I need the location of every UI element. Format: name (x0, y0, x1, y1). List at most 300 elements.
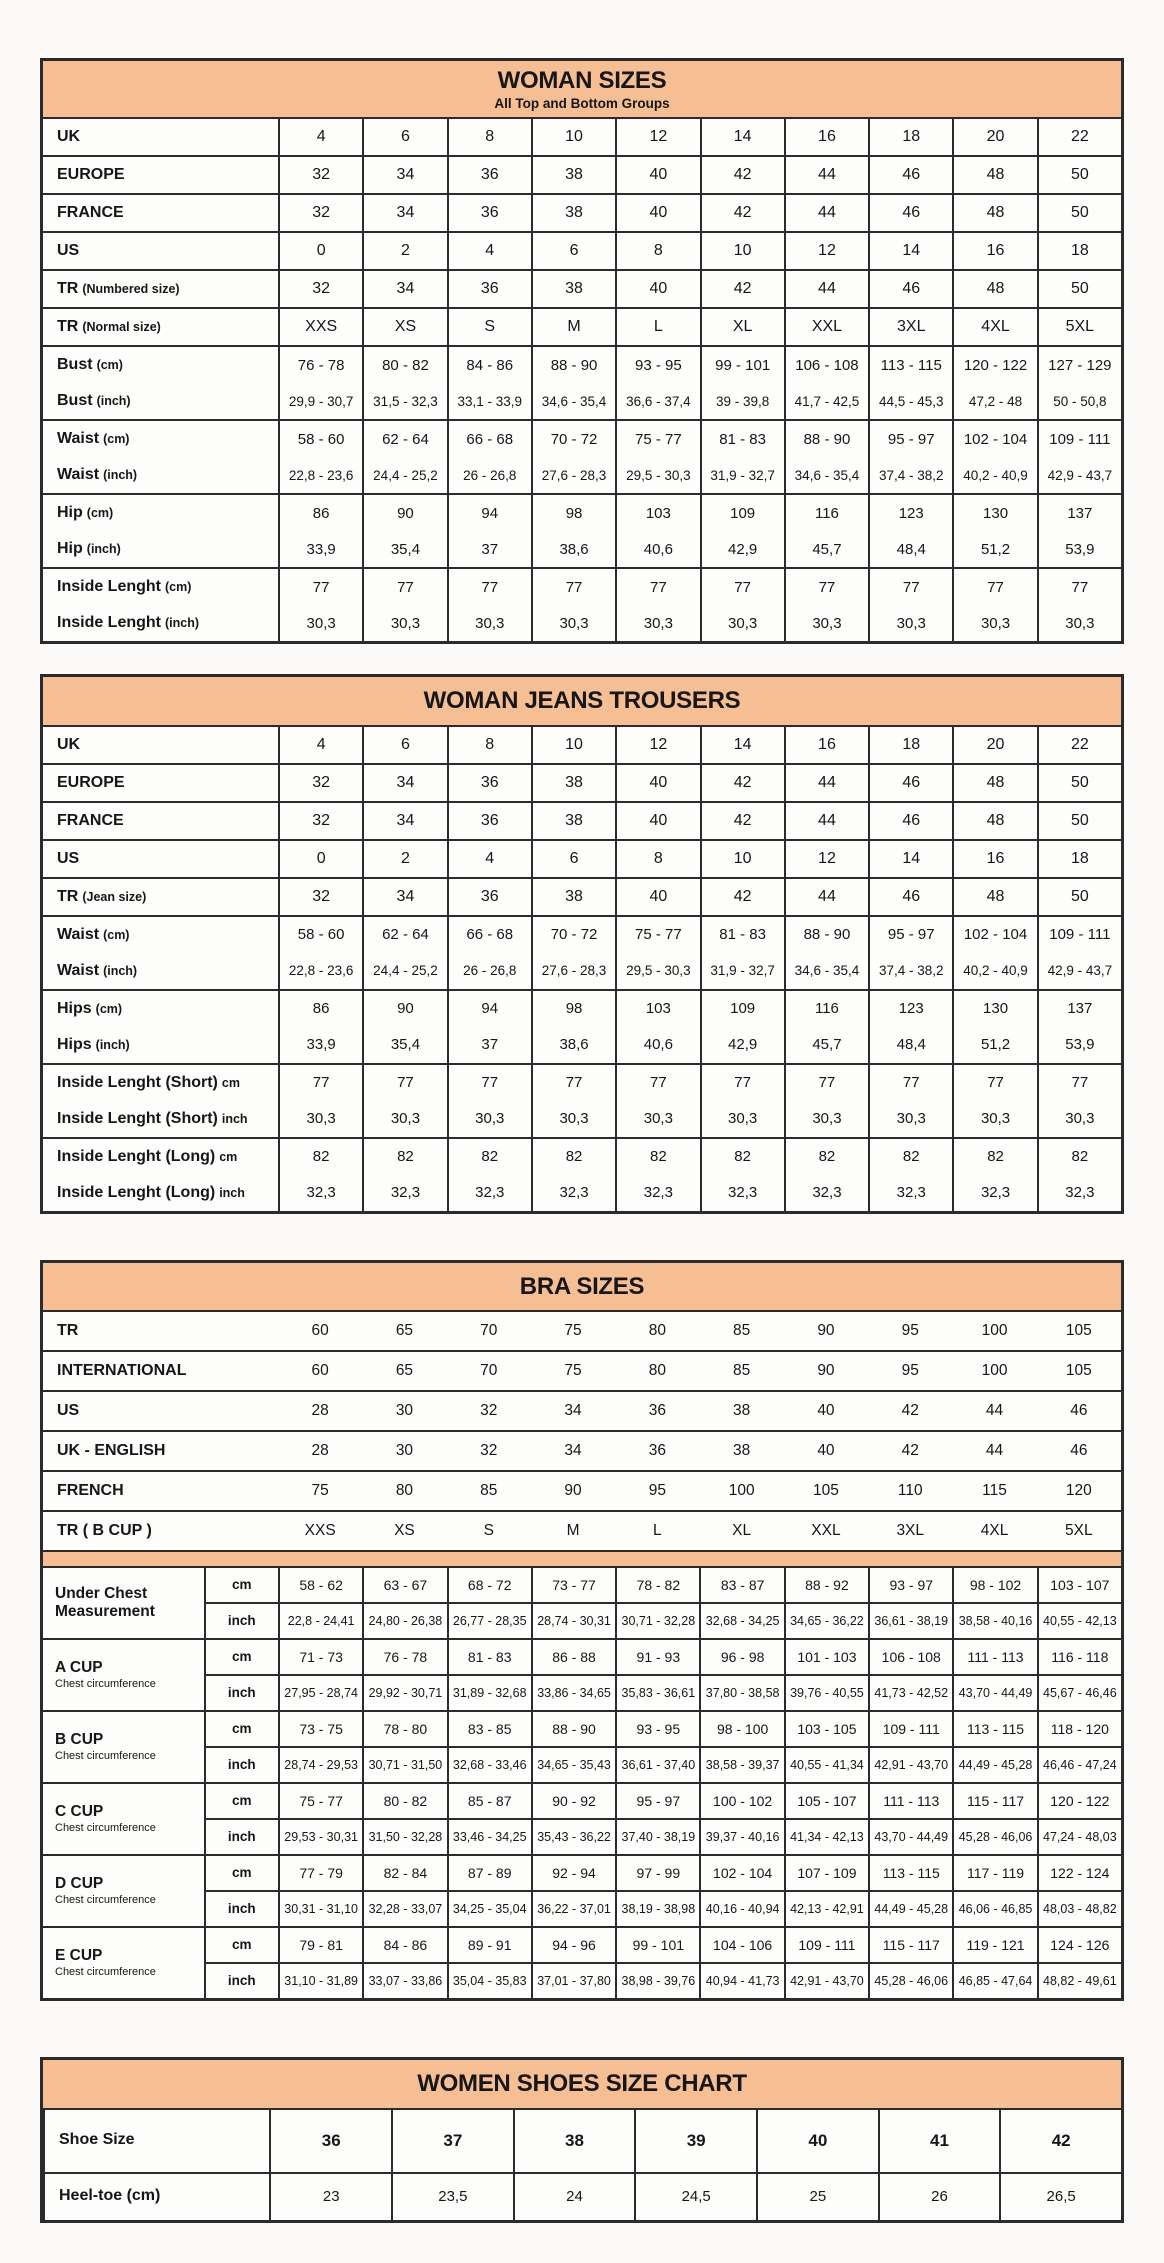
size-cell: 20 (952, 727, 1036, 763)
table-row (43, 157, 1121, 193)
size-cell: 31,9 - 32,7 (700, 457, 784, 493)
band-size-cell: 42 (901, 1442, 919, 1460)
size-cell: 77 (615, 569, 699, 605)
size-cell: 27,6 - 28,3 (531, 953, 615, 989)
band-size-cell: L (653, 1522, 662, 1540)
size-cell: 40,2 - 40,9 (952, 953, 1036, 989)
size-cell: 50 (1037, 271, 1121, 307)
shoe-row (43, 2110, 1121, 2172)
cup-cell: 77 - 79 (278, 1856, 362, 1892)
row-label-note: (Numbered size) (82, 282, 180, 297)
table-row (43, 119, 1121, 155)
row-label (43, 879, 278, 915)
cup-cell: 120 - 122 (1037, 1784, 1121, 1820)
size-cell: 77 (952, 1065, 1036, 1101)
size-cell: 10 (531, 727, 615, 763)
size-cell: 32,3 (447, 1175, 531, 1211)
size-cell: 86 (278, 991, 362, 1027)
table-row (43, 917, 1121, 953)
cup-group (43, 1782, 1121, 1854)
size-cell: 40 (615, 765, 699, 801)
size-cell: 75 - 77 (615, 917, 699, 953)
size-cell: 30,3 (868, 605, 952, 641)
shoe-cell: 26,5 (999, 2174, 1121, 2220)
size-cell: 29,5 - 30,3 (615, 953, 699, 989)
cup-cell: 92 - 94 (531, 1856, 615, 1892)
unit-label: inch (204, 1820, 278, 1854)
cup-cell: 34,65 - 35,43 (531, 1748, 615, 1782)
size-cell: 50 (1037, 803, 1121, 839)
cup-cell: 32,28 - 33,07 (362, 1892, 446, 1926)
size-cell: 14 (700, 727, 784, 763)
cup-cell: 98 - 102 (952, 1568, 1036, 1604)
size-cell: 42 (700, 157, 784, 193)
size-cell: 32 (278, 879, 362, 915)
row-label (43, 1175, 278, 1211)
band-size-cell: 4XL (980, 1522, 1009, 1540)
unit-label: cm (204, 1640, 278, 1676)
woman-sizes-body (43, 119, 1121, 641)
table-title: WOMAN SIZES (497, 67, 667, 94)
size-cell: 30,3 (952, 605, 1036, 641)
row-label-note: (cm) (86, 506, 114, 521)
cup-cell: 46,06 - 46,85 (952, 1892, 1036, 1926)
size-cell: 106 - 108 (784, 347, 868, 383)
size-cell: XXS (278, 309, 362, 345)
size-cell: 88 - 90 (531, 347, 615, 383)
size-cell: 77 (362, 1065, 446, 1101)
cup-cell: 36,61 - 37,40 (615, 1748, 699, 1782)
cup-group (43, 1926, 1121, 1998)
size-cell: 95 - 97 (868, 917, 952, 953)
size-cell: 42,9 - 43,7 (1037, 457, 1121, 493)
cup-label (43, 1928, 204, 1998)
size-cell: 82 (362, 1139, 446, 1175)
size-cell: 46 (868, 271, 952, 307)
band-size-cell: XS (394, 1522, 415, 1540)
size-cell: 70 - 72 (531, 421, 615, 457)
size-cell: 46 (868, 879, 952, 915)
row-label-text: Hips (57, 999, 92, 1017)
cup-cell: 32,68 - 34,25 (699, 1604, 783, 1638)
table-row (43, 953, 1121, 989)
size-cell: 16 (952, 233, 1036, 269)
size-cell: 127 - 129 (1037, 347, 1121, 383)
size-cell: 77 (1037, 1065, 1121, 1101)
band-size-cell: XXL (811, 1522, 841, 1540)
cup-cell: 31,89 - 32,68 (447, 1676, 531, 1710)
size-cell: 38 (531, 765, 615, 801)
band-size-row (43, 1430, 1121, 1470)
band-size-cell: 85 (733, 1322, 751, 1340)
cup-cell: 38,98 - 39,76 (615, 1964, 699, 1998)
cup-cell: 42,91 - 43,70 (868, 1748, 952, 1782)
size-cell: 34 (362, 879, 446, 915)
cup-cell: 43,70 - 44,49 (868, 1820, 952, 1854)
size-cell: 40,6 (615, 531, 699, 567)
size-cell: 109 - 111 (1037, 917, 1121, 953)
row-group (43, 119, 1121, 155)
women-shoes-header (43, 2060, 1121, 2109)
size-cell: 40 (615, 195, 699, 231)
size-cell: 22 (1037, 119, 1121, 155)
size-cell: 77 (278, 569, 362, 605)
row-label-text: TR (57, 1321, 79, 1339)
unit-label: cm (204, 1856, 278, 1892)
table-row (43, 803, 1121, 839)
row-group (43, 763, 1121, 801)
cup-cell: 33,46 - 34,25 (447, 1820, 531, 1854)
size-cell: 30,3 (952, 1101, 1036, 1137)
row-label (43, 1472, 278, 1510)
size-cell: 32,3 (615, 1175, 699, 1211)
row-group (43, 839, 1121, 877)
size-cell: 37,4 - 38,2 (868, 953, 952, 989)
row-label-note: inch (219, 1185, 245, 1200)
size-cell: 42 (700, 765, 784, 801)
size-cell: 16 (784, 119, 868, 155)
size-cell: 32,3 (784, 1175, 868, 1211)
size-cell: 14 (868, 841, 952, 877)
size-cell: 37 (447, 1027, 531, 1063)
band-size-cell: 36 (648, 1442, 666, 1460)
cup-cell: 81 - 83 (447, 1640, 531, 1676)
size-cell: 37 (447, 531, 531, 567)
size-cell: L (615, 309, 699, 345)
row-group (43, 801, 1121, 839)
row-label-note: inch (221, 1111, 248, 1126)
band-size-cell: 105 (1065, 1322, 1092, 1340)
table-row (43, 1139, 1121, 1175)
band-size-cell: 75 (311, 1482, 329, 1500)
size-cell: 8 (447, 727, 531, 763)
row-label-text: Waist (57, 961, 100, 979)
size-cell: 48,4 (868, 1027, 952, 1063)
size-cell: 36 (447, 879, 531, 915)
size-cell: 62 - 64 (362, 917, 446, 953)
cup-cell: 58 - 62 (278, 1568, 362, 1604)
table-title: WOMAN JEANS TROUSERS (423, 687, 741, 715)
size-cell: 8 (447, 119, 531, 155)
size-cell: 77 (447, 569, 531, 605)
size-cell: 82 (868, 1139, 952, 1175)
size-cell: 77 (952, 569, 1036, 605)
size-cell: 33,9 (278, 531, 362, 567)
cup-name: Under Chest Measurement (55, 1585, 155, 1621)
cup-cell: 37,80 - 38,58 (699, 1676, 783, 1710)
cup-cell: 30,31 - 31,10 (278, 1892, 362, 1926)
table-row (43, 383, 1121, 419)
shoe-cell: 38 (513, 2110, 635, 2172)
size-cell: 40 (615, 803, 699, 839)
size-cell: 24,4 - 25,2 (362, 953, 446, 989)
row-label-text: Inside Lenght (Long) (57, 1183, 216, 1201)
row-label-text: Waist (57, 430, 100, 448)
size-cell: 36 (447, 157, 531, 193)
table-row (43, 309, 1121, 345)
size-cell: 82 (447, 1139, 531, 1175)
band-size-cell: 95 (901, 1322, 919, 1340)
unit-label: inch (204, 1892, 278, 1926)
row-label (43, 1512, 278, 1550)
size-cell: 76 - 78 (278, 347, 362, 383)
size-cell: 32 (278, 195, 362, 231)
cup-name: D CUP (55, 1875, 104, 1893)
band-size-cell: 32 (480, 1442, 498, 1460)
band-size-cell: 60 (311, 1362, 329, 1380)
size-cell: S (447, 309, 531, 345)
cup-cell: 41,34 - 42,13 (784, 1820, 868, 1854)
size-cell: 6 (531, 233, 615, 269)
row-label (43, 383, 278, 419)
size-cell: 36 (447, 195, 531, 231)
size-cell: 130 (952, 991, 1036, 1027)
woman-sizes-table (40, 58, 1124, 644)
cup-cell: 99 - 101 (615, 1928, 699, 1964)
size-cell: 35,4 (362, 531, 446, 567)
row-label-note: (Jean size) (82, 889, 147, 904)
unit-label: cm (204, 1784, 278, 1820)
cup-cell: 32,68 - 33,46 (447, 1748, 531, 1782)
size-cell: 12 (784, 841, 868, 877)
shoe-cell: 40 (756, 2110, 878, 2172)
size-cell: 36,6 - 37,4 (615, 383, 699, 419)
size-cell: 29,5 - 30,3 (615, 457, 699, 493)
size-cell: 38 (531, 803, 615, 839)
cup-cell: 35,43 - 36,22 (531, 1820, 615, 1854)
size-cell: 66 - 68 (447, 917, 531, 953)
size-cell: 102 - 104 (952, 421, 1036, 457)
women-shoes-body (43, 2110, 1121, 2220)
size-cell: 120 - 122 (952, 347, 1036, 383)
shoe-row (43, 2172, 1121, 2220)
cup-cell: 40,94 - 41,73 (699, 1964, 783, 1998)
row-label-note: cm (221, 1075, 240, 1090)
row-label (43, 2174, 269, 2220)
row-group (43, 989, 1121, 1063)
size-cell: 2 (362, 233, 446, 269)
row-group (43, 915, 1121, 989)
shoe-cell: 25 (756, 2174, 878, 2220)
size-cell: 94 (447, 991, 531, 1027)
band-size-cell: 85 (480, 1482, 498, 1500)
size-cell: 31,5 - 32,3 (362, 383, 446, 419)
size-cell: 33,9 (278, 1027, 362, 1063)
cup-name: A CUP (55, 1659, 103, 1677)
band-size-cell: 85 (733, 1362, 751, 1380)
row-label-text: UK - ENGLISH (57, 1441, 166, 1459)
row-label (43, 495, 278, 531)
size-cell: 48 (952, 195, 1036, 231)
cup-cell: 90 - 92 (531, 1784, 615, 1820)
size-cell: 75 - 77 (615, 421, 699, 457)
size-cell: 32,3 (868, 1175, 952, 1211)
size-cell: 70 - 72 (531, 917, 615, 953)
size-cell: M (531, 309, 615, 345)
cup-cell: 63 - 67 (362, 1568, 446, 1604)
row-label-text: UK (57, 735, 81, 753)
band-size-cell: 110 (897, 1482, 923, 1500)
row-label (43, 531, 278, 567)
band-size-cell: 95 (901, 1362, 919, 1380)
size-cell: 22,8 - 23,6 (278, 457, 362, 493)
row-label-note: (inch) (103, 963, 138, 978)
size-cell: 26 - 26,8 (447, 953, 531, 989)
cup-cell: 29,53 - 30,31 (278, 1820, 362, 1854)
row-label-note: cm (219, 1149, 238, 1164)
table-row (43, 765, 1121, 801)
shoe-cell: 36 (269, 2110, 391, 2172)
band-size-cell: 80 (648, 1322, 666, 1340)
band-size-cell: M (566, 1522, 580, 1540)
size-cell: 77 (615, 1065, 699, 1101)
cup-cell: 34,25 - 35,04 (447, 1892, 531, 1926)
size-cell: 82 (615, 1139, 699, 1175)
size-cell: 86 (278, 495, 362, 531)
size-cell: 10 (700, 841, 784, 877)
table-row (43, 991, 1121, 1027)
row-label-note: (inch) (95, 1037, 130, 1052)
cup-group (43, 1568, 1121, 1638)
size-cell: 93 - 95 (615, 347, 699, 383)
cup-cell: 94 - 96 (531, 1928, 615, 1964)
cup-cell: 42,91 - 43,70 (784, 1964, 868, 1998)
size-cell: 30,3 (700, 1101, 784, 1137)
size-cell: 30,3 (868, 1101, 952, 1137)
shoe-cell: 24 (513, 2174, 635, 2220)
size-cell: 30,3 (362, 1101, 446, 1137)
row-label (43, 841, 278, 877)
band-size-cell: 32 (480, 1402, 498, 1420)
row-label-note: (inch) (96, 394, 131, 409)
size-cell: 34,6 - 35,4 (531, 383, 615, 419)
size-cell: 51,2 (952, 1027, 1036, 1063)
row-label-text: US (57, 1401, 80, 1419)
band-size-row (43, 1470, 1121, 1510)
row-label (43, 569, 278, 605)
cup-cell: 48,03 - 48,82 (1037, 1892, 1121, 1926)
size-cell: 34 (362, 195, 446, 231)
size-cell: 103 (615, 495, 699, 531)
row-label-text: Inside Lenght (Short) (57, 1109, 218, 1127)
size-cell: 18 (868, 727, 952, 763)
cup-cell: 42,13 - 42,91 (784, 1892, 868, 1926)
band-size-cell: 120 (1065, 1482, 1092, 1500)
row-label (43, 917, 278, 953)
size-cell: 48 (952, 765, 1036, 801)
size-cell: 46 (868, 765, 952, 801)
size-cell: 88 - 90 (784, 917, 868, 953)
band-size-cell: 90 (564, 1482, 582, 1500)
size-cell: 82 (278, 1139, 362, 1175)
cup-cell: 98 - 100 (699, 1712, 783, 1748)
shoe-cell: 24,5 (634, 2174, 756, 2220)
cup-name: B CUP (55, 1731, 104, 1749)
cup-cell: 38,58 - 40,16 (952, 1604, 1036, 1638)
band-size-cell: 28 (311, 1442, 329, 1460)
cup-cell: 33,07 - 33,86 (362, 1964, 446, 1998)
cup-cell: 116 - 118 (1037, 1640, 1121, 1676)
row-label (43, 727, 278, 763)
size-cell: 33,1 - 33,9 (447, 383, 531, 419)
cup-name: C CUP (55, 1803, 104, 1821)
band-size-cell: 90 (817, 1362, 835, 1380)
size-cell: 38,6 (531, 1027, 615, 1063)
size-cell: 36 (447, 803, 531, 839)
cup-cell: 46,46 - 47,24 (1037, 1748, 1121, 1782)
cup-cell: 34,65 - 36,22 (784, 1604, 868, 1638)
size-cell: 53,9 (1037, 531, 1121, 567)
bra-sizes-table (40, 1260, 1124, 2001)
row-label-text: Hips (57, 1035, 92, 1053)
size-cell: 62 - 64 (362, 421, 446, 457)
size-cell: 32,3 (531, 1175, 615, 1211)
cup-cell: 111 - 113 (868, 1784, 952, 1820)
row-label-note: (cm) (95, 1001, 123, 1016)
table-row (43, 569, 1121, 605)
size-cell: 58 - 60 (278, 917, 362, 953)
cup-cell: 73 - 77 (531, 1568, 615, 1604)
size-cell: 95 - 97 (868, 421, 952, 457)
size-cell: 40,2 - 40,9 (952, 457, 1036, 493)
row-group (43, 345, 1121, 419)
band-size-row (43, 1390, 1121, 1430)
cup-cell: 106 - 108 (868, 1640, 952, 1676)
size-cell: 123 (868, 991, 952, 1027)
cup-subtitle: Chest circumference (55, 1750, 156, 1763)
cup-cell: 93 - 95 (615, 1712, 699, 1748)
size-cell: 84 - 86 (447, 347, 531, 383)
size-cell: 45,7 (784, 531, 868, 567)
row-label-text: UK (57, 128, 81, 146)
cup-cell: 124 - 126 (1037, 1928, 1121, 1964)
row-label (43, 1312, 278, 1350)
row-label-text: Waist (57, 925, 100, 943)
row-label (43, 1027, 278, 1063)
size-cell: 82 (700, 1139, 784, 1175)
unit-label: cm (204, 1568, 278, 1604)
band-size-cell: 46 (1070, 1442, 1088, 1460)
row-label (43, 157, 278, 193)
table-row (43, 605, 1121, 641)
cup-cell: 109 - 111 (784, 1928, 868, 1964)
size-cell: 8 (615, 233, 699, 269)
cup-cell: 22,8 - 24,41 (278, 1604, 362, 1638)
size-cell: 22,8 - 23,6 (278, 953, 362, 989)
unit-label: inch (204, 1964, 278, 1998)
cup-cell: 85 - 87 (447, 1784, 531, 1820)
cup-cell: 100 - 102 (699, 1784, 783, 1820)
band-size-cell: 65 (395, 1362, 414, 1380)
band-size-cell: 70 (480, 1322, 498, 1340)
band-size-row (43, 1312, 1121, 1350)
size-cell: 51,2 (952, 531, 1036, 567)
table-row (43, 421, 1121, 457)
size-cell: 90 (362, 991, 446, 1027)
row-label (43, 421, 278, 457)
size-cell: 34 (362, 157, 446, 193)
band-size-cell: 105 (813, 1482, 839, 1500)
cup-cell: 79 - 81 (278, 1928, 362, 1964)
cup-cell: 75 - 77 (278, 1784, 362, 1820)
size-cell: 32 (278, 271, 362, 307)
size-cell: 113 - 115 (868, 347, 952, 383)
size-cell: 30,3 (1037, 605, 1121, 641)
size-cell: 40 (615, 157, 699, 193)
cup-cell: 48,82 - 49,61 (1037, 1964, 1121, 1998)
size-cell: 48,4 (868, 531, 952, 567)
size-cell: 4 (447, 841, 531, 877)
